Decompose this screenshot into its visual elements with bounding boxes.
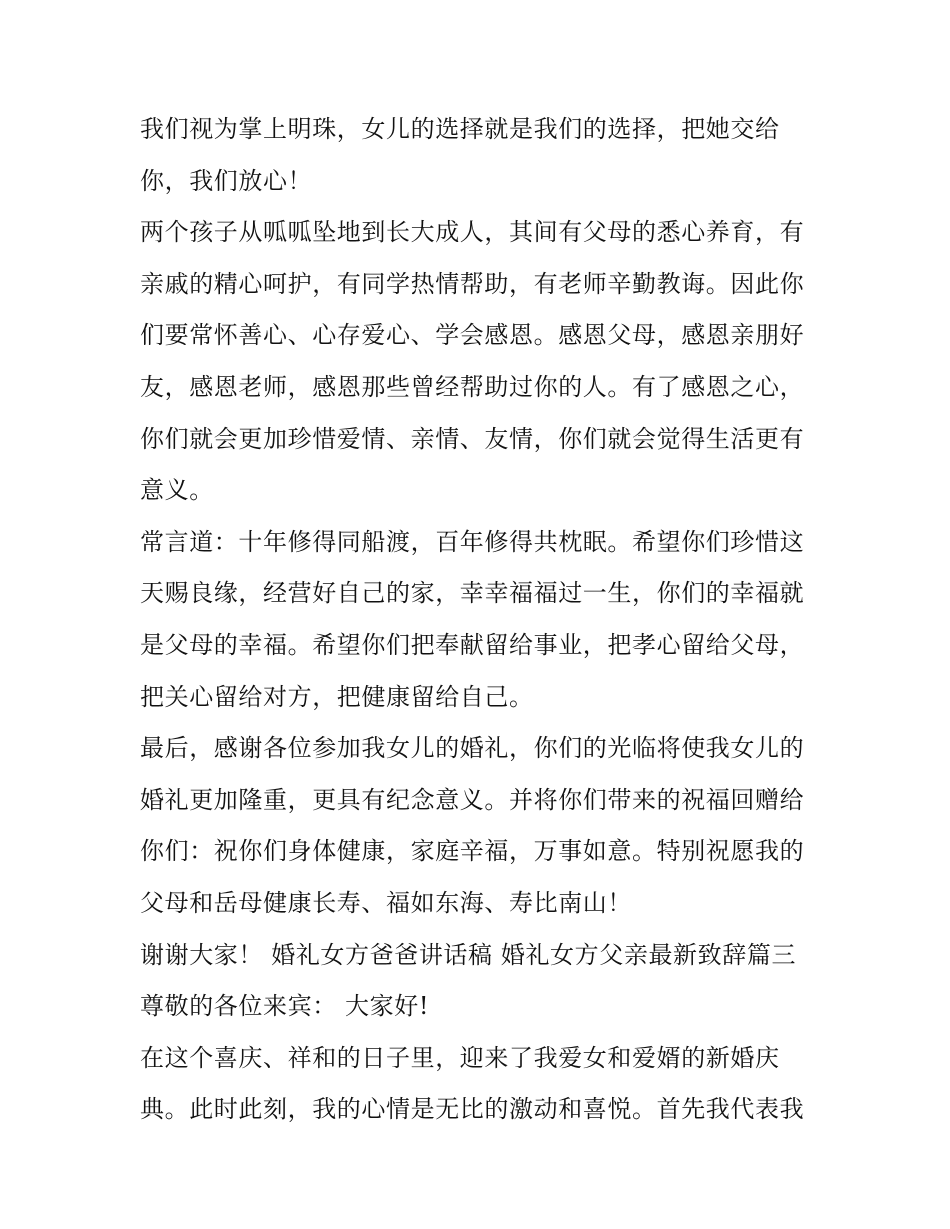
speech-text — [140, 104, 820, 1136]
text-line-2: 你，我们放心！ — [140, 166, 313, 195]
text-line-8: 意义。 — [140, 476, 214, 505]
text-line-14: 婚礼更加隆重，更具有纪念意义。并将你们带来的祝福回赠给 — [140, 785, 805, 814]
text-line-11: 是父母的幸福。希望你们把奉献留给事业，把孝心留给父母， — [140, 630, 805, 659]
text-line-15: 你们：祝你们身体健康，家庭辛福，万事如意。特别祝愿我的 — [140, 837, 805, 866]
text-line-18: 尊敬的各位来宾： 大家好! — [140, 992, 430, 1021]
text-line-4: 亲戚的精心呵护，有同学热情帮助，有老师辛勤教诲。因此你 — [140, 269, 805, 298]
text-line-7: 你们就会更加珍惜爱情、亲情、友情，你们就会觉得生活更有 — [140, 424, 805, 453]
text-line-5: 们要常怀善心、心存爱心、学会感恩。感恩父母，感恩亲朋好 — [140, 321, 805, 350]
text-line-6: 友，感恩老师，感恩那些曾经帮助过你的人。有了感恩之心， — [140, 372, 805, 401]
text-line-20: 典。此时此刻，我的心情是无比的激动和喜悦。首先我代表我 — [140, 1095, 805, 1124]
text-line-10: 天赐良缘，经营好自己的家，幸幸福福过一生，你们的幸福就 — [140, 579, 805, 608]
text-line-16: 父母和岳母健康长寿、福如东海、寿比南山！ — [140, 888, 632, 917]
text-line-13: 最后，感谢各位参加我女儿的婚礼，你们的光临将使我女儿的 — [140, 734, 805, 763]
text-line-1: 我们视为掌上明珠，女儿的选择就是我们的选择，把她交给 — [140, 115, 780, 143]
text-line-17: 谢谢大家！ 婚礼女方爸爸讲话稿 婚礼女方父亲最新致辞篇三 — [140, 940, 797, 969]
text-line-19: 在这个喜庆、祥和的日子里，迎来了我爱女和爱婿的新婚庆 — [140, 1043, 780, 1072]
text-line-9: 常言道：十年修得同船渡，百年修得共枕眠。希望你们珍惜这 — [140, 527, 805, 556]
text-line-12: 把关心留给对方，把健康留给自己。 — [140, 682, 534, 711]
text-line-3: 两个孩子从呱呱坠地到长大成人，其间有父母的悉心养育，有 — [140, 218, 805, 247]
